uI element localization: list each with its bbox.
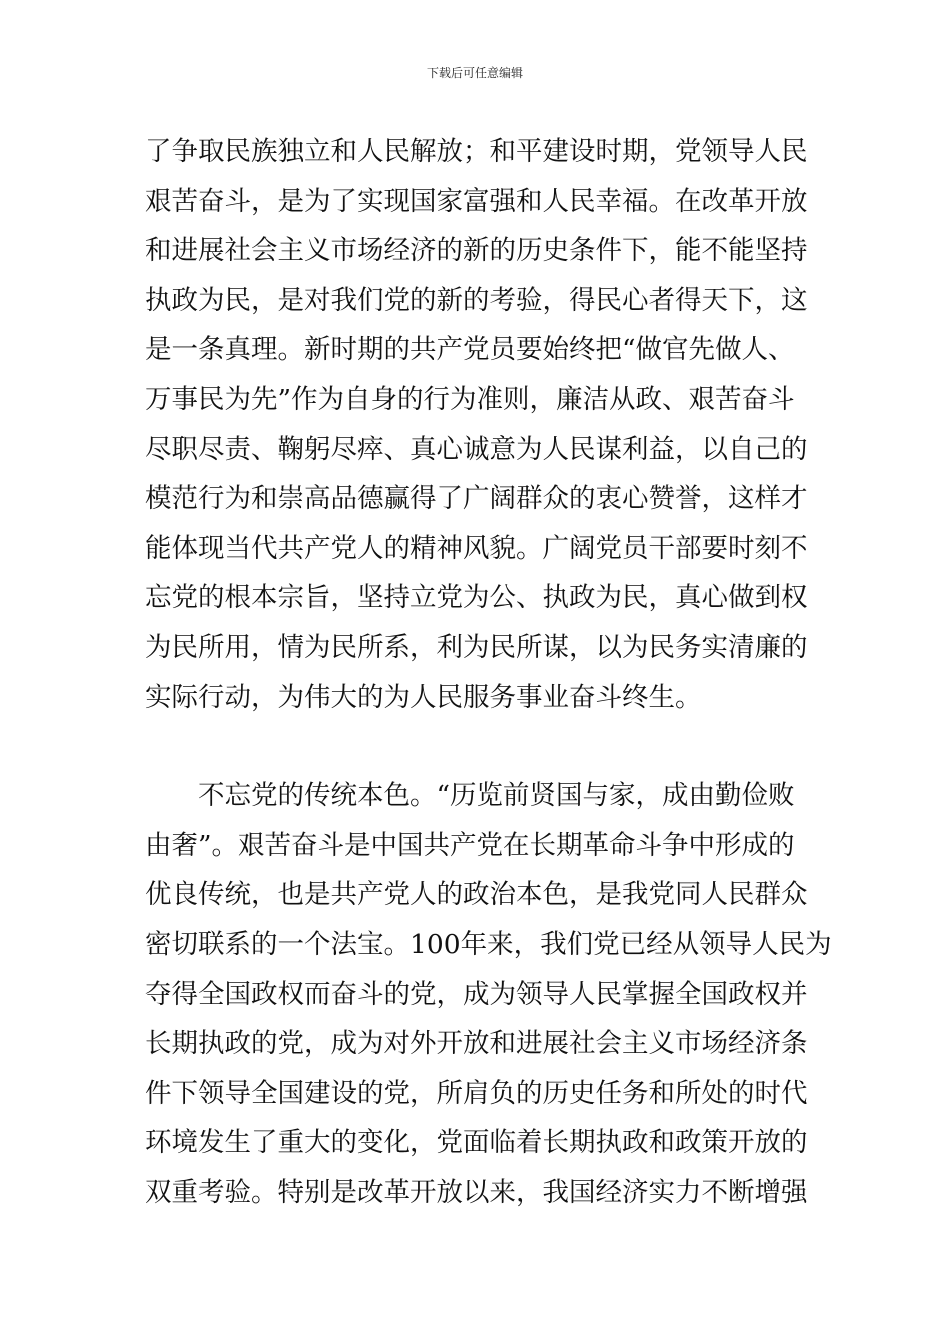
text-line: 不忘党的传统本色。“历览前贤国与家，成由勤俭败 [198, 780, 795, 812]
text-line: 了争取民族独立和人民解放；和平建设时期，党领导人民 [145, 136, 808, 167]
text-line: 环境发生了重大的变化，党面临着长期执政和政策开放的 [145, 1127, 808, 1159]
paragraph-2 [145, 771, 832, 1217]
page-header: 下载后可任意编辑 [426, 66, 523, 80]
text-line: 是一条真理。新时期的共产党员要始终把“做官先做人、 [145, 334, 795, 366]
paragraph-1 [145, 127, 810, 722]
text-line: 万事民为先”作为自身的行为准则，廉洁从政、艰苦奋斗 [145, 383, 795, 415]
text-line: 执政为民，是对我们党的新的考验，得民心者得天下，这 [145, 284, 808, 316]
text-line: 尽职尽责、鞠躬尽瘁、真心诚意为人民谋利益，以自己的 [145, 433, 808, 465]
document-body [145, 127, 832, 1217]
text-line: 优良传统，也是共产党人的政治本色，是我党同人民群众 [145, 879, 808, 911]
text-line: 和进展社会主义市场经济的新的历史条件下，能不能坚持 [145, 235, 808, 267]
text-line: 密切联系的一个法宝。100年来，我们党已经从领导人民为 [145, 928, 832, 960]
text-line: 实际行动，为伟大的为人民服务事业奋斗终生。 [145, 681, 702, 713]
text-line: 能体现当代共产党人的精神风貌。广阔党员干部要时刻不 [145, 532, 808, 564]
text-line: 模范行为和崇高品德赢得了广阔群众的衷心赞誉，这样才 [145, 483, 808, 515]
text-line: 忘党的根本宗旨，坚持立党为公、执政为民，真心做到权 [145, 582, 808, 614]
text-line: 夺得全国政权而奋斗的党，成为领导人民掌握全国政权并 [145, 978, 808, 1010]
text-line: 艰苦奋斗，是为了实现国家富强和人民幸福。在改革开放 [145, 185, 808, 217]
text-line: 件下领导全国建设的党，所肩负的历史任务和所处的时代 [145, 1077, 808, 1109]
text-line: 为民所用，情为民所系，利为民所谋，以为民务实清廉的 [145, 631, 808, 663]
text-line: 由奢”。艰苦奋斗是中国共产党在长期革命斗争中形成的 [145, 829, 795, 861]
text-line: 双重考验。特别是改革开放以来，我国经济实力不断增强 [145, 1176, 808, 1208]
paragraph-spacer [145, 722, 810, 771]
text-line: 长期执政的党，成为对外开放和进展社会主义市场经济条 [145, 1028, 808, 1060]
